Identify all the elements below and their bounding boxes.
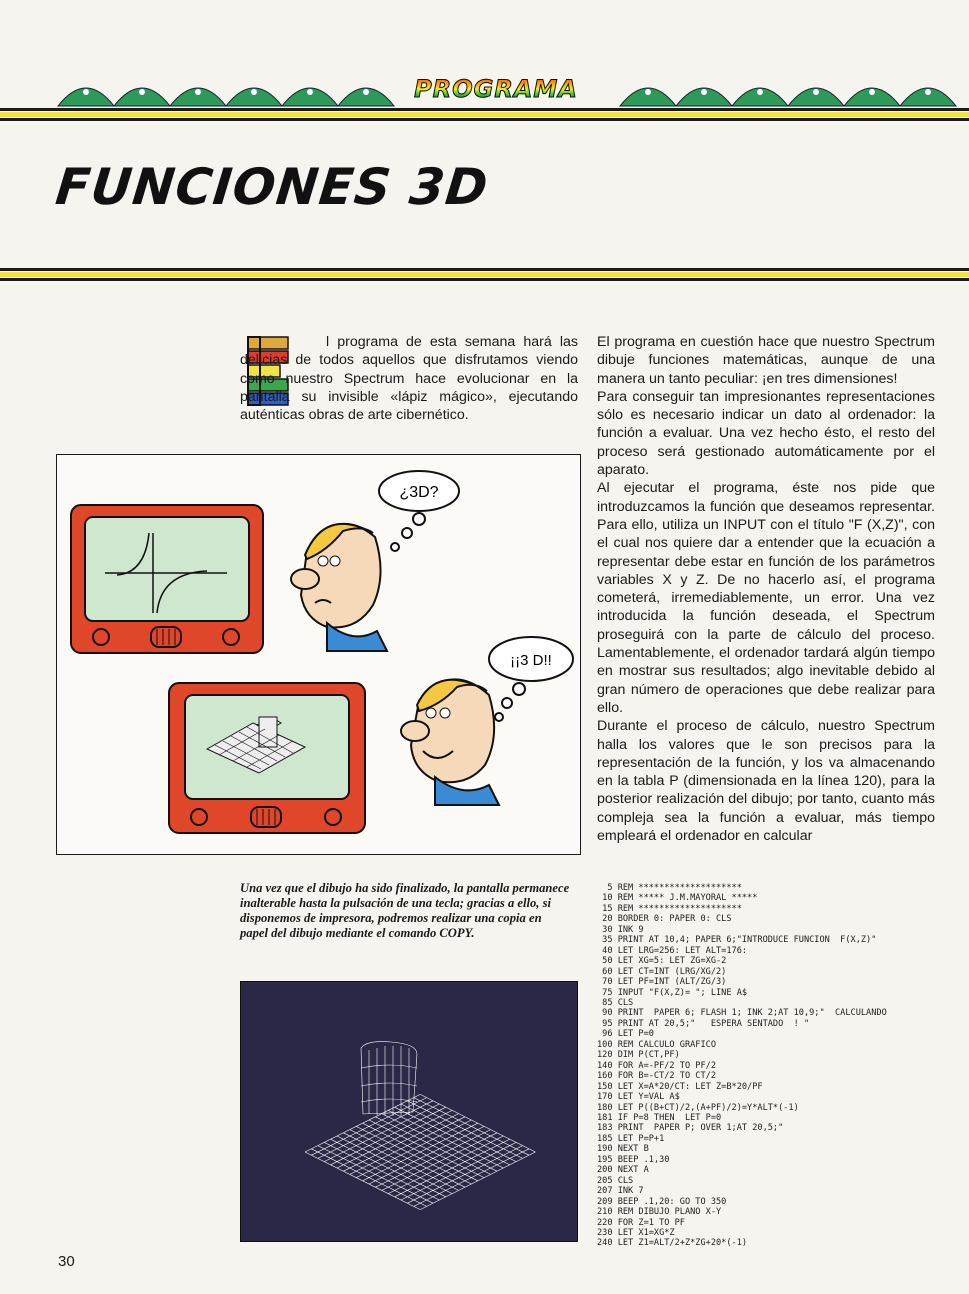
listing-line: 90 PRINT PAPER 6; FLASH 1; INK 2;AT 10,9;" CALCULANDO [597,1008,887,1019]
body-paragraph-1: El programa en cuestión hace que nuestro Spectrum dibuje funciones matemáticas, aunque de una manera un tanto peculiar: ¡en tres dimensiones! [597,334,935,387]
listing-line: 207 INK 7 [597,1186,644,1197]
listing-line: 209 BEEP .1,20: GO TO 350 [597,1196,727,1207]
listing-line: 180 LET P((B+CT)/2,(A+PF)/2)=Y*ALT*(-1) [597,1102,799,1113]
listing-line: 10 REM ***** J.M.MAYORAL ***** [597,893,758,904]
listing-line: 95 PRINT AT 20,5;" ESPERA SENTADO ! " [597,1018,810,1029]
bubble-2-text: ¡¡3 D!! [510,652,552,669]
listing-line: 210 REM DIBUJO PLANO X-Y [597,1207,722,1218]
listing-line: 230 LET X1=XG*Z [597,1227,675,1238]
tv-set-2 [169,683,365,833]
spectrum-screenshot [240,981,578,1242]
listing-line: 96 LET P=0 [597,1029,654,1040]
dropcap-text: E [244,333,245,334]
listing-line: 50 LET XG=5: LET ZG=XG-2 [597,956,727,967]
tv-set-1 [71,505,263,653]
bubble-1-text: ¿3D? [399,484,439,501]
listing-line: 150 LET X=A*20/CT: LET Z=B*20/PF [597,1081,763,1092]
title-rule-bottom [0,278,969,281]
listing-line: 40 LET LRG=256: LET ALT=176: [597,945,748,956]
body-paragraph-2: Para conseguir tan impresionantes representaciones sólo es necesario indicar un dato al ordenador: la función a evaluar. Una vez hecho ésto, el resto del proceso será gestionado automáticamente por el aparato. [597,388,935,479]
page-number: 30 [58,1253,75,1270]
3d-surface-plot [241,982,577,1241]
listing-line: 240 LET Z1=ALT/2+Z*ZG+20*(-1) [597,1238,748,1249]
intro-block [240,333,578,424]
listing-line: 5 REM ******************** [597,883,742,893]
body-paragraph-3: Al ejecutar el programa, éste nos pide que introduzcamos la función que deseamos representar. Para ello, utiliza un INPUT con el título "F (X,Z)", con el cual nos quiere dar a entender que la ecuación a representar debe estar en función de los parámetros variables X y Z. De no hacerlo así, el programa cometerá, irremediablemente, un error. Una vez introducida la función deseada, el Spectrum proseguirá con la parte de cálculo del proceso. Lamentablemente, el ordenador tardará algún tiempo en mostrar sus resultados; algo inevitable debido al gran número de operaciones que debe realizar para ello. [597,480,935,716]
body-paragraph-4: Durante el proceso de cálculo, nuestro Spectrum halla los valores que le son precisos para la representación de la función, y los va almacenando en la tabla P (dimensionada en la línea 120), para la posterior realización del dibujo; por tanto, cuanto más compleja sea la función a evaluar, más tiempo empleará el ordenador en calcular [597,718,935,845]
basic-listing [597,883,957,1249]
listing-line: 120 DIM P(CT,PF) [597,1050,680,1061]
listing-line: 183 PRINT PAPER P; OVER 1;AT 20,5;" [597,1123,784,1134]
listing-line: 160 FOR B=-CT/2 TO CT/2 [597,1071,716,1082]
garland-left-icon [56,74,396,108]
body-column [597,333,935,845]
listing-line: 75 INPUT "F(X,Z)= "; LINE A$ [597,987,748,998]
listing-line: 200 NEXT A [597,1165,649,1176]
header-rule-bottom [0,118,969,121]
listing-line: 185 LET P=P+1 [597,1133,665,1144]
thought-bubble-1 [379,471,459,551]
listing-line: 35 PRINT AT 10,4; PAPER 6;"INTRODUCE FUNCION F(X,Z)" [597,935,877,946]
listing-line: 100 REM CALCULO GRAFICO [597,1039,716,1050]
tv-cartoon-illustration [57,455,580,854]
listing-line: 30 INK 9 [597,924,644,935]
listing-line: 140 FOR A=-PF/2 TO PF/2 [597,1060,716,1071]
illustration-box [56,454,581,855]
header-rule-yellow [0,112,969,117]
listing-line: 15 REM ******************** [597,903,742,914]
listing-line: 170 LET Y=VAL A$ [597,1092,680,1103]
listing-line: 70 LET PF=INT (ALT/ZG/3) [597,977,727,988]
title-rule-top [0,268,969,271]
happy-face [401,679,499,805]
section-label: PROGRAMA [406,74,586,104]
title-rule-yellow [0,272,969,277]
figure-caption: Una vez que el dibujo ha sido finalizado, la pantalla permanece inalterable hasta la pulsación de una tecla; gracias a ello, si disponemos de impresora, podremos realizar una copia en papel del dibujo mediante el comando COPY. [240,881,570,940]
listing-line: 60 LET CT=INT (LRG/XG/2) [597,966,727,977]
listing-line: 220 FOR Z=1 TO PF [597,1217,685,1228]
intro-paragraph: l programa de esta semana hará las delicias de todos aquellos que disfrutamos viendo como nuestro Spectrum hace evolucionar en la pantalla su invisible «lápiz mágico», ejecutando auténticas obras de arte cibernético. [240,334,578,424]
puzzled-face [291,524,387,651]
header-rule-top [0,108,969,111]
listing-line: 205 CLS [597,1175,634,1186]
listing-line: 181 IF P=8 THEN LET P=0 [597,1112,722,1123]
listing-line: 190 NEXT B [597,1144,649,1155]
listing-line: 20 BORDER 0: PAPER 0: CLS [597,914,732,925]
listing-line: 85 CLS [597,997,634,1008]
garland-right-icon [618,74,958,108]
thought-bubble-2 [489,637,573,721]
article-title: FUNCIONES 3D [52,158,492,216]
listing-line: 195 BEEP .1,30 [597,1154,670,1165]
